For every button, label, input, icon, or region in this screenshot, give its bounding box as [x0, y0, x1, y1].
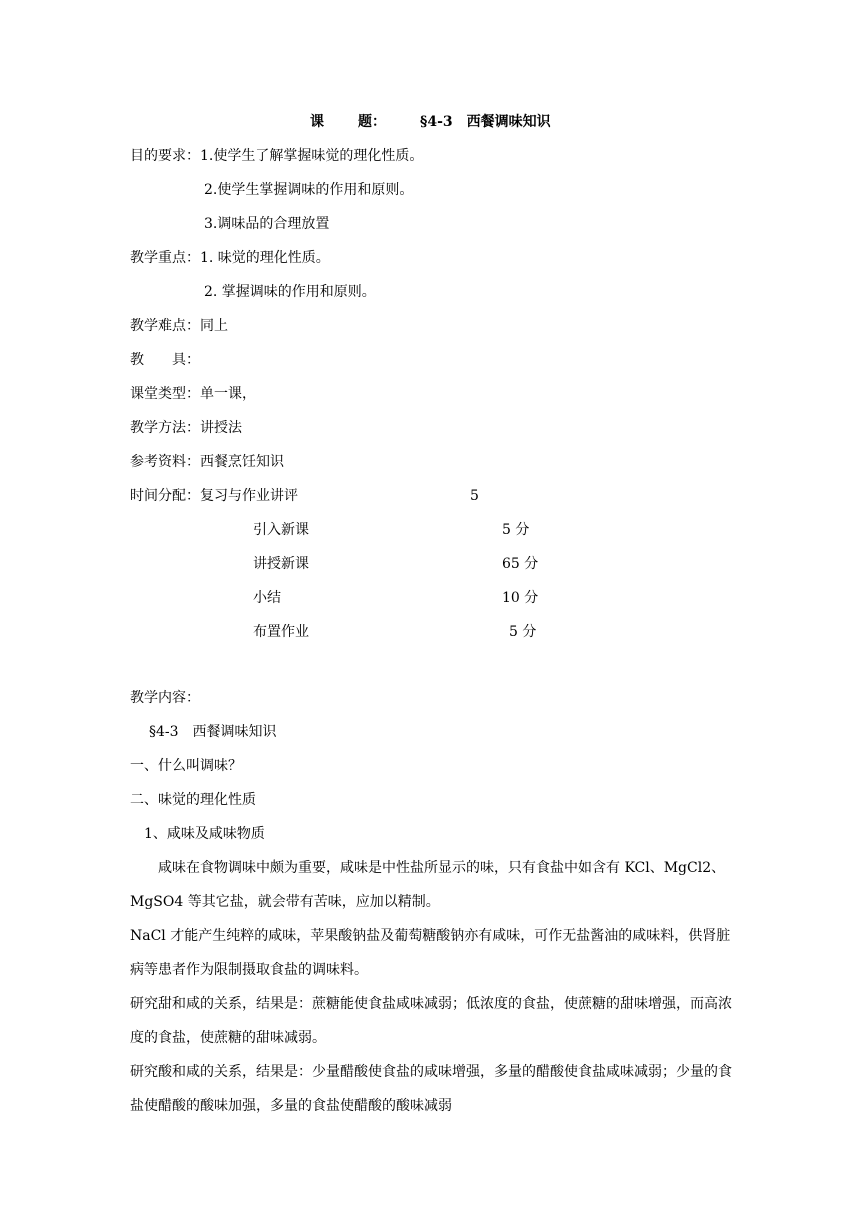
objectives-label: 目的要求：: [130, 148, 200, 164]
objective-item: 3.调味品的合理放置: [204, 216, 330, 232]
objective-item: 1.使学生了解掌握味觉的理化性质。: [200, 148, 424, 164]
difficulties-label: 教学难点：: [130, 318, 200, 334]
time-value: 65 分: [502, 556, 539, 572]
section-heading: 一、什么叫调味？: [130, 758, 242, 774]
method-row: [130, 419, 242, 437]
time-value: 5: [470, 488, 479, 504]
class-type-value: 单一课，: [200, 386, 256, 402]
difficulties-row: [130, 317, 228, 335]
paragraph: NaCl 才能产生纯粹的咸味，苹果酸钠盐及葡萄糖酸钠亦有咸味，可作无盐酱油的咸味料，供肾脏病等患者作为限制摄取食盐的调味料。: [130, 928, 731, 978]
time-value: 5 分: [502, 522, 530, 538]
difficulties-value: 同上: [200, 318, 228, 334]
references-label: 参考资料：: [130, 454, 200, 470]
class-type-label: 课堂类型：: [130, 386, 200, 402]
references-row: [130, 453, 284, 471]
title-label-1: 课: [310, 114, 324, 130]
tools-row: [130, 351, 200, 369]
time-item: 复习与作业讲评: [200, 488, 298, 504]
title-section: §4-3: [420, 114, 453, 130]
paragraph: 研究酸和咸的关系，结果是：少量醋酸使食盐的咸味增强，多量的醋酸使食盐咸味减弱；少量的食盐使醋酸的酸味加强，多量的食盐使醋酸的酸味减弱: [130, 1064, 732, 1114]
title-label-2: 题：: [358, 114, 386, 130]
content-label: 教学内容：: [130, 690, 200, 706]
method-label: 教学方法：: [130, 420, 200, 436]
method-value: 讲授法: [200, 420, 242, 436]
paragraph: 研究甜和咸的关系，结果是：蔗糖能使食盐咸味减弱；低浓度的食盐，使蔗糖的甜味增强，而高浓度的食盐，使蔗糖的甜味减弱。: [130, 996, 732, 1046]
content-heading-name: 西餐调味知识: [192, 724, 277, 740]
time-item: 小结: [253, 590, 281, 606]
key-points-label: 教学重点：: [130, 250, 200, 266]
time-item: 讲授新课: [253, 556, 309, 572]
class-type-row: [130, 385, 256, 403]
content-heading-section: §4-3: [149, 724, 179, 740]
paragraph: 咸味在食物调味中颇为重要，咸味是中性盐所显示的味，只有食盐中如含有 KCl、MgCl2、MgSO4 等其它盐，就会带有苦味，应加以精制。: [130, 860, 726, 910]
objective-item: 2.使学生掌握调味的作用和原则。: [204, 182, 414, 198]
content-heading: [149, 723, 277, 741]
time-value: 5 分: [509, 624, 537, 640]
time-item: 布置作业: [253, 624, 309, 640]
time-row: [130, 487, 298, 505]
key-point-item: 2. 掌握调味的作用和原则。: [204, 284, 376, 300]
key-points-row: [130, 249, 330, 267]
tools-label-1: 教: [130, 352, 144, 368]
time-label: 时间分配：: [130, 488, 200, 504]
time-item: 引入新课: [253, 522, 309, 538]
section-heading: 二、味觉的理化性质: [130, 792, 256, 808]
objectives-row: [130, 147, 423, 165]
title-name: 西餐调味知识: [466, 114, 551, 130]
page-title: [310, 113, 551, 131]
key-point-item: 1. 味觉的理化性质。: [200, 250, 330, 266]
time-value: 10 分: [502, 590, 539, 606]
references-value: 西餐烹饪知识: [200, 454, 284, 470]
tools-label-2: 具：: [172, 352, 200, 368]
subsection-heading: 1、咸味及咸味物质: [144, 826, 265, 842]
